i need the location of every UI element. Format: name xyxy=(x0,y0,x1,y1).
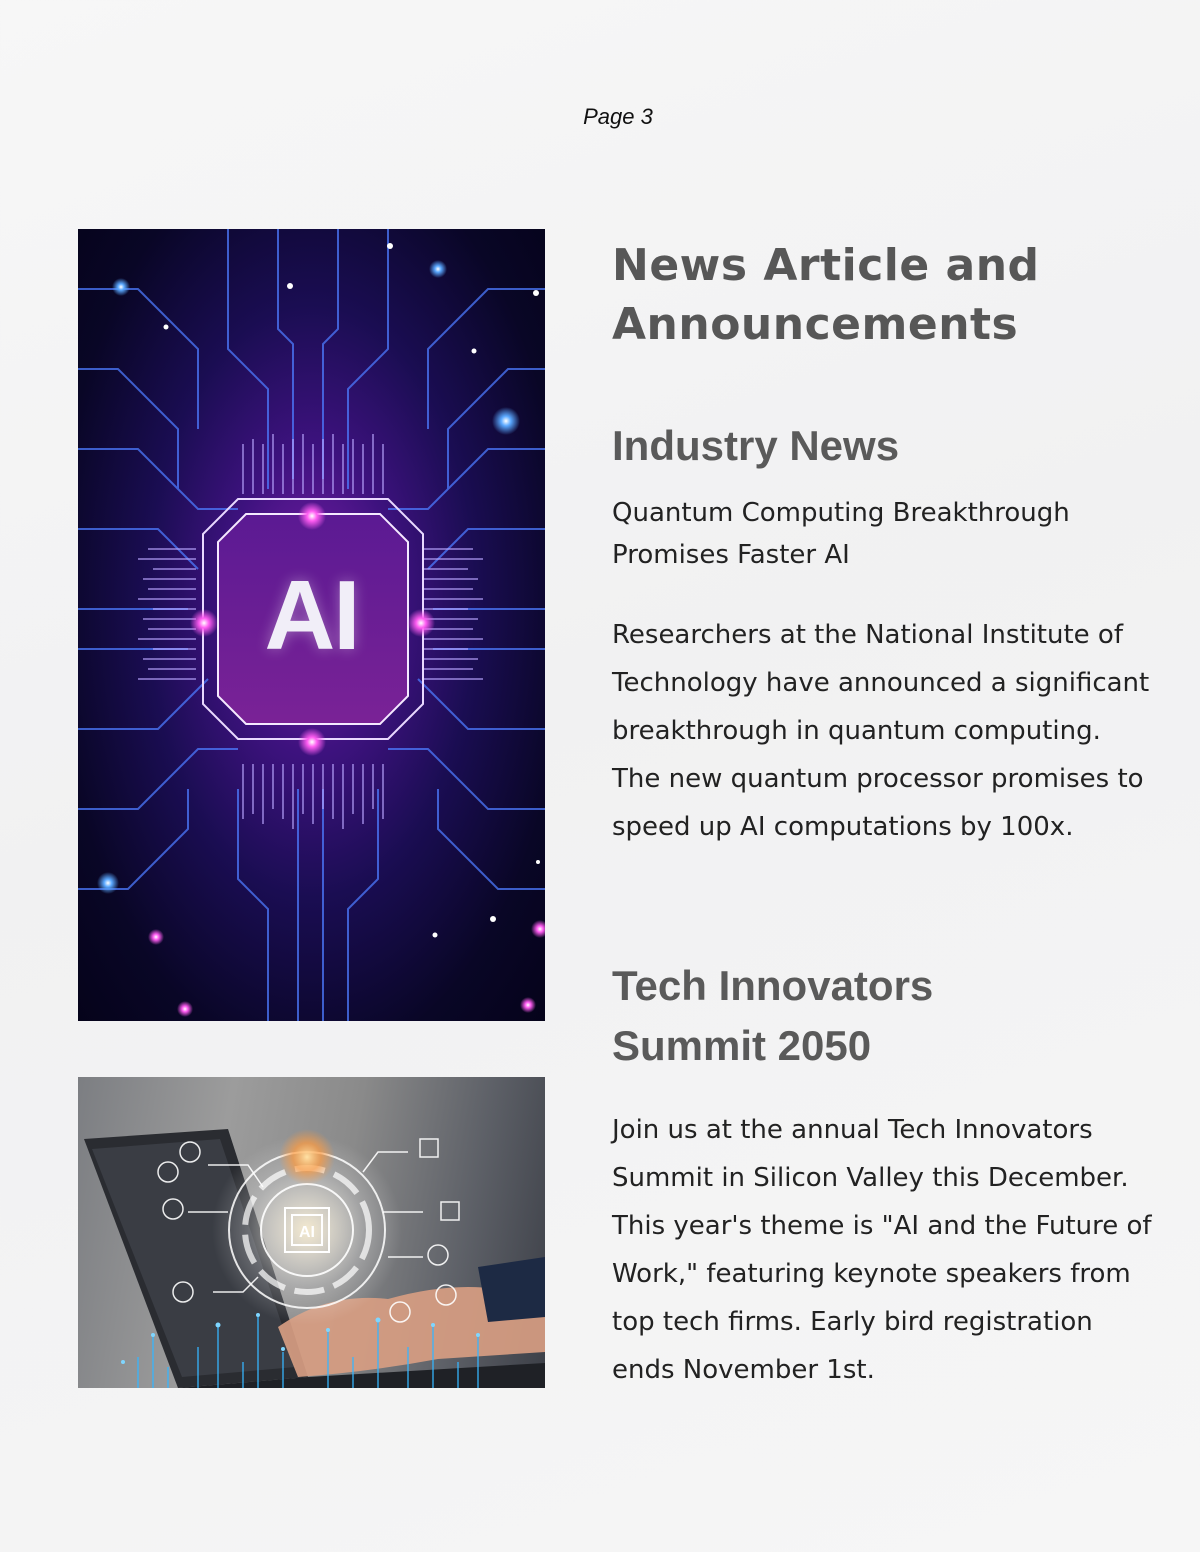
summit-heading: Tech Innovators Summit 2050 xyxy=(612,962,934,1069)
ai-chip-label: AI xyxy=(264,560,359,670)
industry-news-body: Researchers at the National Institute of Technology have announced a significant breakthrough in quantum computing. The new quantum processor promises to speed up AI computations by 100x. xyxy=(612,620,1150,842)
ai-chip-image xyxy=(78,229,545,1021)
page-number: Page 3 xyxy=(583,104,653,129)
hologram-ai-label: AI xyxy=(299,1224,315,1241)
laptop-hologram-graphic xyxy=(78,1077,545,1388)
industry-news-heading: Industry News xyxy=(612,422,900,469)
robot-arm-icon xyxy=(420,1139,438,1157)
shield-icon xyxy=(441,1202,459,1220)
industry-news-headline: Quantum Computing Breakthrough Promises Faster AI xyxy=(612,498,1070,570)
page-title: News Article and Announcements xyxy=(612,240,1040,350)
chip-icon xyxy=(428,1245,448,1265)
summit-body: Join us at the annual Tech Innovators Summit in Silicon Valley this December. This year's theme is "AI and the Future of Work," featuring keynote speakers from top tech firms. Early bird registration ends November 1st. xyxy=(612,1115,1152,1385)
laptop-ai-photo xyxy=(78,1077,545,1388)
